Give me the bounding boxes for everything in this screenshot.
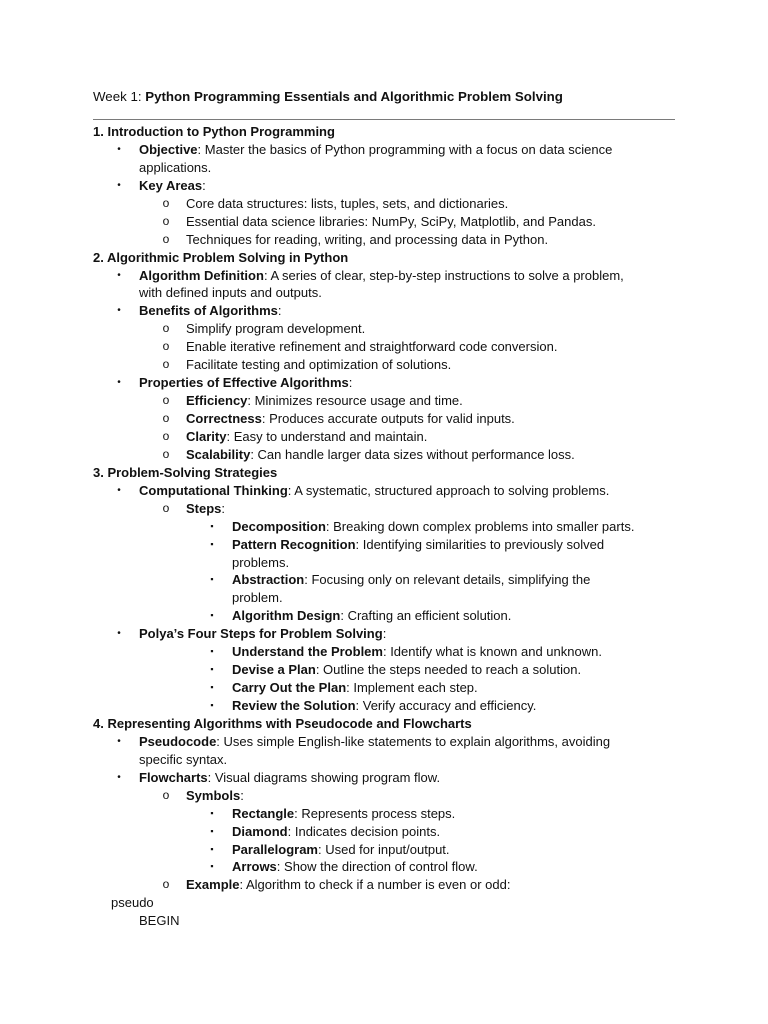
circle-bullet-icon: o xyxy=(162,393,170,408)
title-divider xyxy=(93,119,675,120)
line-text xyxy=(139,482,609,500)
bullet-icon: • xyxy=(117,628,121,640)
line-text xyxy=(186,446,575,464)
line-text xyxy=(139,625,386,643)
list-item xyxy=(0,679,768,697)
bold-term: Example xyxy=(186,877,240,893)
line-text xyxy=(93,715,472,733)
section-heading xyxy=(0,123,768,141)
bold-term: Key Areas xyxy=(139,177,203,193)
plain-text: : xyxy=(240,787,244,803)
list-item xyxy=(0,876,768,894)
bold-term: Pseudocode xyxy=(139,733,217,749)
square-bullet-icon: ▪ xyxy=(210,664,214,675)
bold-term: Abstraction xyxy=(232,572,305,588)
bullet-icon: • xyxy=(117,179,121,191)
bold-term: 2. Algorithmic Problem Solving in Python xyxy=(93,249,349,265)
list-item xyxy=(0,571,768,589)
circle-bullet-icon: o xyxy=(162,500,170,515)
bold-term: Carry Out the Plan xyxy=(232,680,347,696)
bold-term: Benefits of Algorithms xyxy=(139,303,278,319)
bold-term: 1. Introduction to Python Programming xyxy=(93,124,335,139)
line-text xyxy=(186,410,515,428)
list-item xyxy=(0,643,768,661)
list-item xyxy=(0,267,768,285)
circle-bullet-icon: o xyxy=(162,321,170,336)
bold-term: Clarity xyxy=(186,428,227,444)
plain-text: problem. xyxy=(232,590,283,606)
plain-text: : A series of clear, step-by-step instructions to solve a problem, xyxy=(263,267,624,283)
plain-text: : Breaking down complex problems into smaller parts. xyxy=(325,518,635,534)
list-item xyxy=(0,284,768,302)
plain-text: : Crafting an efficient solution. xyxy=(340,608,512,624)
square-bullet-icon: ▪ xyxy=(210,700,214,710)
outline-content xyxy=(0,123,768,930)
circle-bullet-icon: o xyxy=(162,195,170,210)
plain-text: : Verify accuracy and efficiency. xyxy=(355,698,537,713)
bold-term: Algorithm Design xyxy=(232,608,341,624)
list-item xyxy=(0,446,768,464)
plain-text: with defined inputs and outputs. xyxy=(139,285,322,301)
list-item xyxy=(0,625,768,643)
line-text xyxy=(139,302,282,320)
list-item xyxy=(0,607,768,625)
title-prefix: Week 1: xyxy=(93,89,146,104)
plain-text: : xyxy=(277,303,282,319)
line-text xyxy=(139,267,624,285)
line-text xyxy=(232,661,581,679)
line-text xyxy=(232,607,511,625)
line-text xyxy=(139,912,179,930)
line-text xyxy=(139,769,440,787)
plain-text: : Can handle larger data sizes without performance loss. xyxy=(250,446,575,462)
line-text xyxy=(232,589,283,607)
list-item xyxy=(0,410,768,428)
square-bullet-icon: ▪ xyxy=(210,861,214,872)
list-item xyxy=(0,374,768,392)
bold-term: Properties of Effective Algorithms xyxy=(139,375,349,391)
circle-bullet-icon: o xyxy=(162,213,170,228)
line-text xyxy=(186,320,365,338)
square-bullet-icon: ▪ xyxy=(210,538,214,549)
plain-text: Enable iterative refinement and straightforward code conversion. xyxy=(186,339,558,355)
line-text xyxy=(232,571,590,589)
list-item xyxy=(0,858,768,876)
plain-text: : A systematic, structured approach to solving problems. xyxy=(287,482,610,498)
circle-bullet-icon: o xyxy=(162,411,170,425)
document-title xyxy=(93,88,563,106)
line-text xyxy=(139,374,352,392)
bold-term: Diamond xyxy=(232,823,288,839)
bold-term: Objective xyxy=(139,141,198,157)
list-item xyxy=(0,195,768,213)
bullet-icon: • xyxy=(117,269,121,281)
line-text xyxy=(139,159,211,177)
bold-term: 3. Problem-Solving Strategies xyxy=(93,464,278,480)
bold-term: Correctness xyxy=(186,411,262,426)
plain-text: : Easy to understand and maintain. xyxy=(226,428,428,444)
list-item xyxy=(0,302,768,320)
plain-text: : xyxy=(202,177,206,193)
code-line xyxy=(0,894,768,912)
section-heading xyxy=(0,715,768,733)
bold-term: 4. Representing Algorithms with Pseudocode and Flowcharts xyxy=(93,715,472,731)
list-item xyxy=(0,320,768,338)
list-item xyxy=(0,733,768,751)
list-item xyxy=(0,589,768,607)
bold-term: Devise a Plan xyxy=(232,662,316,678)
circle-bullet-icon: o xyxy=(162,339,170,354)
list-item xyxy=(0,518,768,536)
line-text xyxy=(186,231,548,249)
list-item xyxy=(0,141,768,159)
line-text xyxy=(232,518,634,536)
section-heading xyxy=(0,249,768,267)
plain-text: : Identify what is known and unknown. xyxy=(382,644,602,660)
square-bullet-icon: ▪ xyxy=(210,843,214,854)
bold-term: Computational Thinking xyxy=(139,482,288,498)
plain-text: : xyxy=(348,375,353,391)
list-item xyxy=(0,823,768,841)
line-text xyxy=(186,338,557,356)
line-text xyxy=(93,249,348,267)
title-main: Python Programming Essentials and Algorithmic Problem Solving xyxy=(145,89,563,104)
plain-text: : Produces accurate outputs for valid inputs. xyxy=(261,411,515,426)
plain-text: : Algorithm to check if a number is even or odd: xyxy=(239,877,511,893)
line-text xyxy=(232,554,289,572)
line-text xyxy=(139,141,612,159)
square-bullet-icon: ▪ xyxy=(210,825,214,836)
plain-text: : xyxy=(221,500,226,516)
plain-text: : Uses simple English-like statements to explain algorithms, avoiding xyxy=(216,733,611,749)
list-item xyxy=(0,661,768,679)
plain-text: specific syntax. xyxy=(139,751,228,767)
line-text xyxy=(186,356,451,374)
plain-text: applications. xyxy=(139,159,212,175)
plain-text: pseudo xyxy=(111,895,154,911)
plain-text: : xyxy=(382,626,387,642)
plain-text: problems. xyxy=(232,554,290,570)
list-item xyxy=(0,805,768,823)
bold-term: Flowcharts xyxy=(139,769,208,785)
bullet-icon: • xyxy=(117,377,121,389)
plain-text: Facilitate testing and optimization of solutions. xyxy=(186,357,452,373)
plain-text: : Master the basics of Python programming with a focus on data science xyxy=(197,141,613,157)
line-text xyxy=(186,787,244,805)
square-bullet-icon: ▪ xyxy=(210,682,214,693)
line-text xyxy=(186,392,463,410)
list-item xyxy=(0,159,768,177)
plain-text: BEGIN xyxy=(139,913,180,929)
line-text xyxy=(232,643,602,661)
line-text xyxy=(186,500,225,518)
bold-term: Review the Solution xyxy=(232,698,356,713)
square-bullet-icon: ▪ xyxy=(210,520,214,531)
plain-text: : Identifying similarities to previously solved xyxy=(355,536,605,552)
circle-bullet-icon: o xyxy=(162,787,170,802)
bold-term: Parallelogram xyxy=(232,841,318,857)
line-text xyxy=(139,733,610,751)
line-text xyxy=(232,841,450,859)
plain-text: : Focusing only on relevant details, simplifying the xyxy=(304,572,591,588)
circle-bullet-icon: o xyxy=(162,446,170,461)
circle-bullet-icon: o xyxy=(162,357,170,372)
line-text xyxy=(186,195,508,213)
list-item xyxy=(0,787,768,805)
line-text xyxy=(232,805,455,823)
line-text xyxy=(232,823,440,841)
square-bullet-icon: ▪ xyxy=(210,574,214,585)
line-text xyxy=(139,284,322,302)
line-text xyxy=(232,536,604,554)
list-item xyxy=(0,697,768,715)
bold-term: Rectangle xyxy=(232,805,295,821)
bold-term: Understand the Problem xyxy=(232,644,383,660)
list-item xyxy=(0,213,768,231)
bold-term: Steps xyxy=(186,500,222,516)
bold-term: Efficiency xyxy=(186,393,248,409)
square-bullet-icon: ▪ xyxy=(210,646,214,657)
plain-text: : Used for input/output. xyxy=(318,841,450,857)
plain-text: : Show the direction of control flow. xyxy=(276,859,478,875)
line-text xyxy=(232,697,536,715)
bold-term: Polya’s Four Steps for Problem Solving xyxy=(139,626,383,642)
bullet-icon: • xyxy=(117,484,121,496)
code-line xyxy=(0,912,768,930)
line-text xyxy=(139,177,206,195)
bold-term: Pattern Recognition xyxy=(232,536,356,552)
list-item xyxy=(0,751,768,769)
list-item xyxy=(0,428,768,446)
bold-term: Decomposition xyxy=(232,518,326,534)
list-item xyxy=(0,769,768,787)
plain-text: : Represents process steps. xyxy=(294,805,456,821)
bold-term: Symbols xyxy=(186,787,241,803)
list-item xyxy=(0,554,768,572)
plain-text: : Indicates decision points. xyxy=(287,823,441,839)
list-item xyxy=(0,500,768,518)
list-item xyxy=(0,482,768,500)
list-item xyxy=(0,841,768,859)
line-text xyxy=(232,858,478,876)
bullet-icon: • xyxy=(117,771,121,783)
circle-bullet-icon: o xyxy=(162,231,170,246)
plain-text: : Outline the steps needed to reach a solution. xyxy=(315,662,582,678)
bold-term: Scalability xyxy=(186,446,251,462)
line-text xyxy=(186,213,596,231)
bullet-icon: • xyxy=(117,735,121,747)
line-text xyxy=(232,679,478,697)
line-text xyxy=(186,876,510,894)
bold-term: Algorithm Definition xyxy=(139,267,264,283)
list-item xyxy=(0,536,768,554)
circle-bullet-icon: o xyxy=(162,428,170,443)
plain-text: : Minimizes resource usage and time. xyxy=(247,393,463,409)
plain-text: : Visual diagrams showing program flow. xyxy=(207,769,441,785)
bullet-icon: • xyxy=(117,143,121,155)
line-text xyxy=(93,123,335,141)
list-item xyxy=(0,231,768,249)
bullet-icon: • xyxy=(117,305,121,317)
square-bullet-icon: ▪ xyxy=(210,610,214,621)
plain-text: Techniques for reading, writing, and processing data in Python. xyxy=(186,231,549,247)
plain-text: Core data structures: lists, tuples, sets, and dictionaries. xyxy=(186,195,509,211)
plain-text: Essential data science libraries: NumPy, SciPy, Matplotlib, and Pandas. xyxy=(186,213,596,229)
line-text xyxy=(139,751,227,769)
list-item xyxy=(0,356,768,374)
list-item xyxy=(0,392,768,410)
list-item xyxy=(0,338,768,356)
square-bullet-icon: ▪ xyxy=(210,807,214,818)
list-item xyxy=(0,177,768,195)
plain-text: Simplify program development. xyxy=(186,321,366,337)
circle-bullet-icon: o xyxy=(162,877,170,892)
section-heading xyxy=(0,464,768,482)
line-text xyxy=(186,428,427,446)
line-text xyxy=(111,894,154,912)
plain-text: : Implement each step. xyxy=(346,680,478,696)
line-text xyxy=(93,464,277,482)
bold-term: Arrows xyxy=(232,859,277,875)
